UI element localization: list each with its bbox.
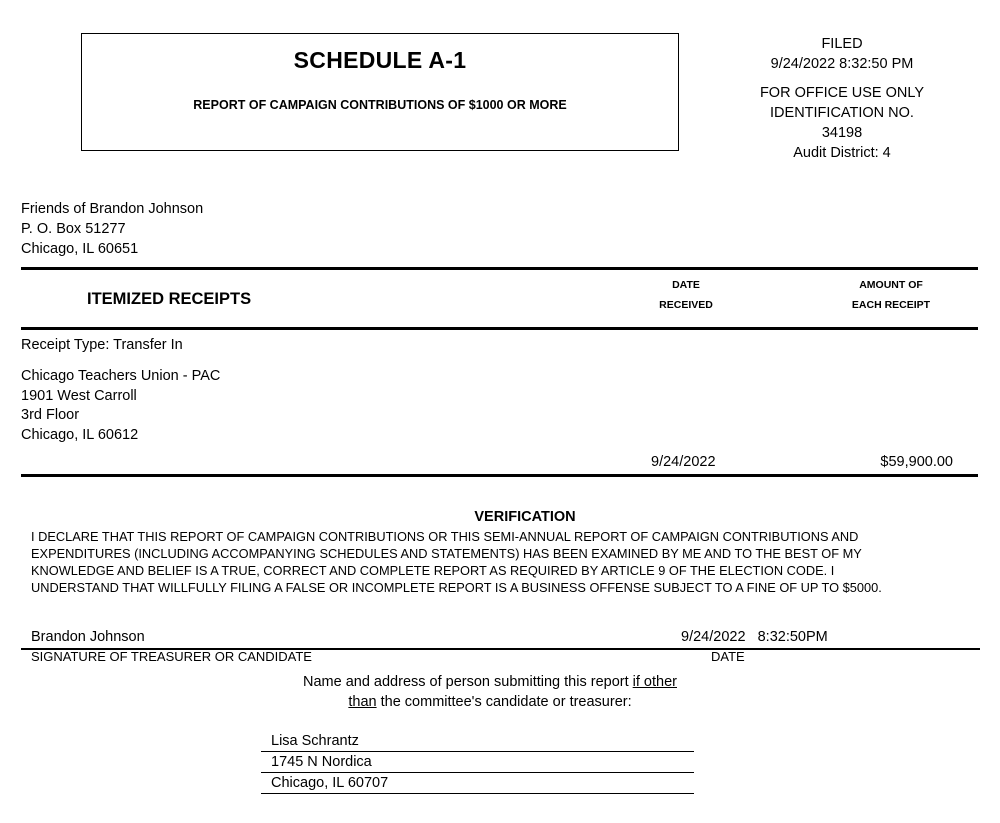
receipt-type: Receipt Type: Transfer In [21, 337, 183, 353]
section-title: ITEMIZED RECEIPTS [87, 290, 252, 308]
signature-datetime [681, 629, 828, 645]
signer-name: Brandon Johnson [31, 629, 145, 645]
date-label: DATE [711, 649, 745, 664]
receipt-amount: $59,900.00 [880, 454, 953, 470]
amount-header-line1: AMOUNT OF [859, 279, 923, 291]
committee-address [21, 199, 203, 259]
signature-time: 8:32:50PM [757, 629, 828, 645]
committee-address-line2: Chicago, IL 60651 [21, 241, 139, 257]
submitter-note-text1: Name and address of person submitting this report [303, 674, 633, 690]
divider [21, 327, 978, 330]
contributor-address-line3: Chicago, IL 60612 [21, 426, 139, 443]
schedule-title: SCHEDULE A-1 [293, 47, 467, 73]
submitter-note-underlined2: than [348, 693, 377, 710]
contributor-name: Chicago Teachers Union - PAC [21, 368, 221, 384]
submitter-address-line1-row [261, 753, 694, 773]
identification-number: 34198 [821, 125, 863, 141]
amount-header [831, 275, 951, 315]
submitter-address-line2: Chicago, IL 60707 [271, 775, 389, 791]
divider [21, 267, 978, 270]
amount-header-line2: EACH RECEIPT [851, 299, 931, 311]
receipt-date: 9/24/2022 [651, 454, 716, 470]
signature-date: 9/24/2022 [681, 629, 746, 645]
schedule-title-box [81, 33, 679, 151]
contributor-address-line2: 3rd Floor [21, 407, 80, 423]
date-received-header [636, 275, 736, 315]
office-use-block [742, 83, 942, 163]
verification-title: VERIFICATION [474, 509, 576, 525]
submitter-note-text2: the committee's candidate or treasurer: [376, 693, 632, 710]
submitter-address-line2-row [261, 774, 694, 794]
submitter-name-line [261, 732, 694, 752]
committee-name: Friends of Brandon Johnson [21, 201, 204, 217]
submitter-name: Lisa Schrantz [271, 733, 359, 749]
identification-label: IDENTIFICATION NO. [770, 105, 914, 121]
submitter-address-line1: 1745 N Nordica [271, 754, 372, 770]
committee-address-line1: P. O. Box 51277 [21, 221, 126, 237]
office-use-label: FOR OFFICE USE ONLY [759, 85, 925, 101]
divider [21, 474, 978, 477]
contributor-block [21, 367, 220, 445]
verification-statement: I DECLARE THAT THIS REPORT OF CAMPAIGN CONTRIBUTIONS OR THIS SEMI-ANNUAL REPORT OF CAMPAIGN CONTRIBUTIONS AND EXPENDITURES (INCLUDING ACCOMPANYING SCHEDULES AND STATEMENTS) HAS BEEN EXAMINED BY ME AND TO THE BEST OF MY KNOWLEDGE AND BELIEF IS A TRUE, CORRECT AND COMPLETE REPORT AS REQUIRED BY ARTICLE 9 OF THE ELECTION CODE. I UNDERSTAND THAT WILLFULLY FILING A FALSE OR INCOMPLETE REPORT IS A BUSINESS OFFENSE SUBJECT TO A FINE OF UP TO $5000. [31, 529, 882, 595]
schedule-subtitle: REPORT OF CAMPAIGN CONTRIBUTIONS OF $1000 OR MORE [193, 98, 567, 112]
signature-label: SIGNATURE OF TREASURER OR CANDIDATE [31, 649, 312, 664]
audit-district: Audit District: 4 [793, 145, 891, 161]
filing-stamp [742, 34, 942, 74]
submitter-note [270, 673, 710, 712]
submitter-note-underlined1: if other [632, 674, 677, 690]
filed-label: FILED [821, 36, 863, 52]
filed-datetime: 9/24/2022 8:32:50 PM [770, 56, 914, 72]
date-header-line1: DATE [672, 279, 700, 291]
date-header-line2: RECEIVED [659, 299, 713, 311]
contributor-address-line1: 1901 West Carroll [21, 387, 137, 404]
